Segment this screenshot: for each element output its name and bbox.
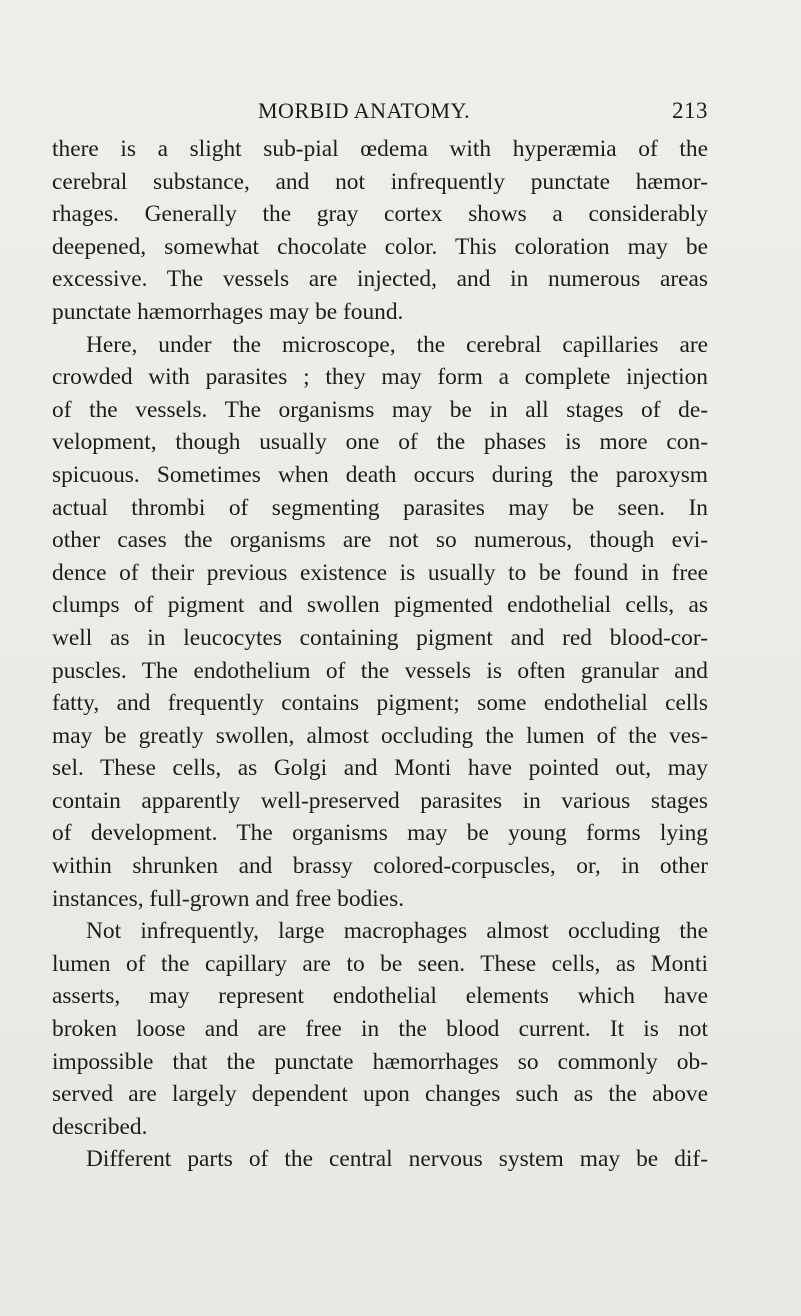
text-line: impossible that the punctate hæmorrhages so commonly ob- xyxy=(52,1048,708,1075)
text-line: may be greatly swollen, almost occluding the lumen of the ves- xyxy=(52,722,708,749)
text-line: Here, under the microscope, the cerebral capillaries are xyxy=(86,331,708,358)
text-line: sel. These cells, as Golgi and Monti have pointed out, may xyxy=(52,755,708,782)
text-line: actual thrombi of segmenting parasites may be seen. In xyxy=(52,494,708,521)
text-line: other cases the organisms are not so numerous, though evi- xyxy=(52,527,708,554)
text-line: lumen of the capillary are to be seen. These cells, as Monti xyxy=(52,950,708,977)
text-line: contain apparently well-preserved parasites in various stages xyxy=(52,787,708,814)
text-line: well as in leucocytes containing pigment and red blood-cor- xyxy=(52,624,708,651)
body-text xyxy=(52,133,708,1176)
text-line: excessive. The vessels are injected, and in numerous areas xyxy=(52,266,708,293)
text-line: crowded with parasites ; they may form a complete injection xyxy=(52,364,708,391)
text-line: punctate hæmorrhages may be found. xyxy=(52,298,404,325)
running-header xyxy=(258,96,708,126)
running-head-title: MORBID ANATOMY. xyxy=(258,98,471,123)
text-line: described. xyxy=(52,1113,148,1140)
text-line: of development. The organisms may be young forms lying xyxy=(52,820,708,847)
text-line: instances, full-grown and free bodies. xyxy=(52,885,405,912)
text-line: Not infrequently, large macrophages almost occluding the xyxy=(86,918,708,945)
page-number: 213 xyxy=(672,98,708,123)
text-line: clumps of pigment and swollen pigmented endothelial cells, as xyxy=(52,592,708,619)
text-line: dence of their previous existence is usually to be found in free xyxy=(52,559,708,586)
text-line: spicuous. Sometimes when death occurs during the paroxysm xyxy=(52,461,708,488)
text-line: rhages. Generally the gray cortex shows a considerably xyxy=(52,201,708,228)
text-line: there is a slight sub-pial œdema with hyperæmia of the xyxy=(52,136,708,162)
text-line: broken loose and are free in the blood current. It is not xyxy=(52,1016,708,1043)
text-line: Different parts of the central nervous system may be dif- xyxy=(86,1146,708,1173)
text-line: of the vessels. The organisms may be in all stages of de- xyxy=(52,396,708,423)
text-line: asserts, may represent endothelial elements which have xyxy=(52,983,708,1010)
text-line: fatty, and frequently contains pigment; some endothelial cells xyxy=(52,690,708,717)
text-line: served are largely dependent upon changes such as the above xyxy=(52,1081,708,1108)
text-line: cerebral substance, and not infrequently punctate hæmor- xyxy=(52,168,708,195)
text-line: puscles. The endothelium of the vessels is often granular and xyxy=(52,657,708,684)
text-line: within shrunken and brassy colored-corpuscles, or, in other xyxy=(52,853,708,880)
text-line: deepened, somewhat chocolate color. This coloration may be xyxy=(52,233,708,260)
text-line: velopment, though usually one of the phases is more con- xyxy=(52,429,708,456)
